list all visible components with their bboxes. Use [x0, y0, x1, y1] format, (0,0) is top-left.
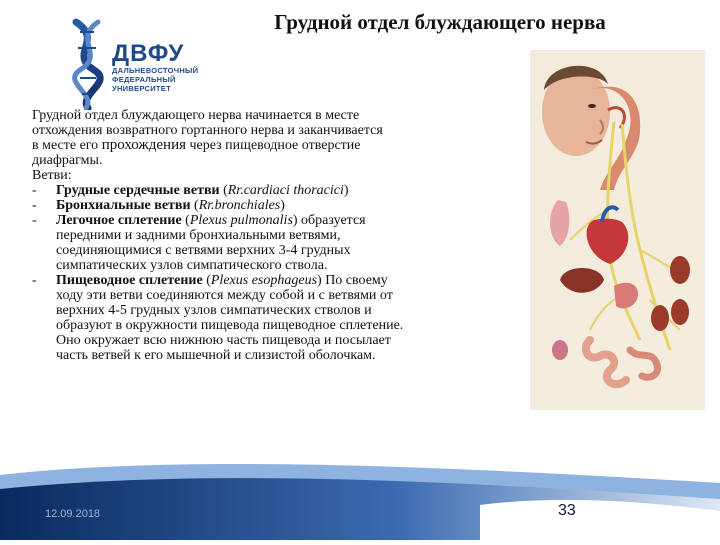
latin-name: Rr.cardiaci thoracici [227, 183, 344, 198]
branch-name: Грудные сердечные ветви [56, 183, 220, 198]
branch-item: - Легочное сплетение (Plexus pulmonalis) образуется передними и задними бронхиальными ветвями, соединяющимися с ветвями верхних 3-4 грудных симпатических узлов симпатического ствола. [32, 213, 366, 273]
branch-name: Пищеводное сплетение [56, 273, 203, 288]
intestine-icon [586, 340, 626, 384]
kidney-icon [670, 256, 690, 284]
lung-icon [550, 200, 569, 246]
branch-name: Бронхиальные ветви [56, 198, 191, 213]
footer-date: 12.09.2018 [45, 508, 101, 520]
emphasis-word: прохождения [101, 137, 187, 153]
latin-name: Plexus pulmonalis [189, 213, 293, 228]
intro-line: диафрагмы. [32, 153, 103, 168]
slide-page-number: 33 [558, 502, 576, 519]
intro-line: Грудной отдел блуждающего нерва начинается в месте [32, 108, 360, 123]
intro-line: в месте его прохождения через пищеводное отверстие [32, 137, 361, 153]
branches-label: Ветви: [32, 168, 72, 183]
slide-body-text [32, 108, 510, 363]
logo-subtitle-line: УНИВЕРСИТЕТ [112, 84, 171, 93]
logo-subtitle-line: ФЕДЕРАЛЬНЫЙ [112, 75, 176, 84]
branch-name: Легочное сплетение [56, 213, 182, 228]
stomach-icon [614, 283, 638, 309]
logo-text [112, 42, 198, 93]
slide-title: Грудной отдел блуждающего нерва [274, 10, 606, 34]
helix-logo-icon [58, 18, 118, 110]
latin-name: Rr.bronchiales [198, 198, 281, 213]
latin-name: Plexus esophageus [210, 273, 318, 288]
vagus-nerve-anatomy-illustration [530, 50, 705, 410]
intro-line: отхождения возвратного гортанного нерва и заканчивается [32, 123, 383, 138]
logo-brand: ДВФУ [112, 40, 185, 67]
branch-item: - Грудные сердечные ветви (Rr.cardiaci thoracici) [32, 183, 349, 198]
branch-item: - Пищеводное сплетение (Plexus esophageus) По своему ходу эти ветви соединяются между собой и с ветвями от верхних 4-5 грудных узлов симпатических стволов и образуют в окружности пищевода пищеводное сплетение. Оно окружает всю нижнюю часть пищевода и посылает часть ветвей к его мышечной и слизистой оболочкам. [32, 273, 404, 363]
footer-band [0, 455, 720, 540]
branch-item: - Бронхиальные ветви (Rr.bronchiales) [32, 198, 285, 213]
logo-subtitle-line: ДАЛЬНЕВОСТОЧНЫЙ [112, 66, 199, 75]
liver-icon [560, 268, 604, 293]
heart-icon [587, 219, 629, 264]
